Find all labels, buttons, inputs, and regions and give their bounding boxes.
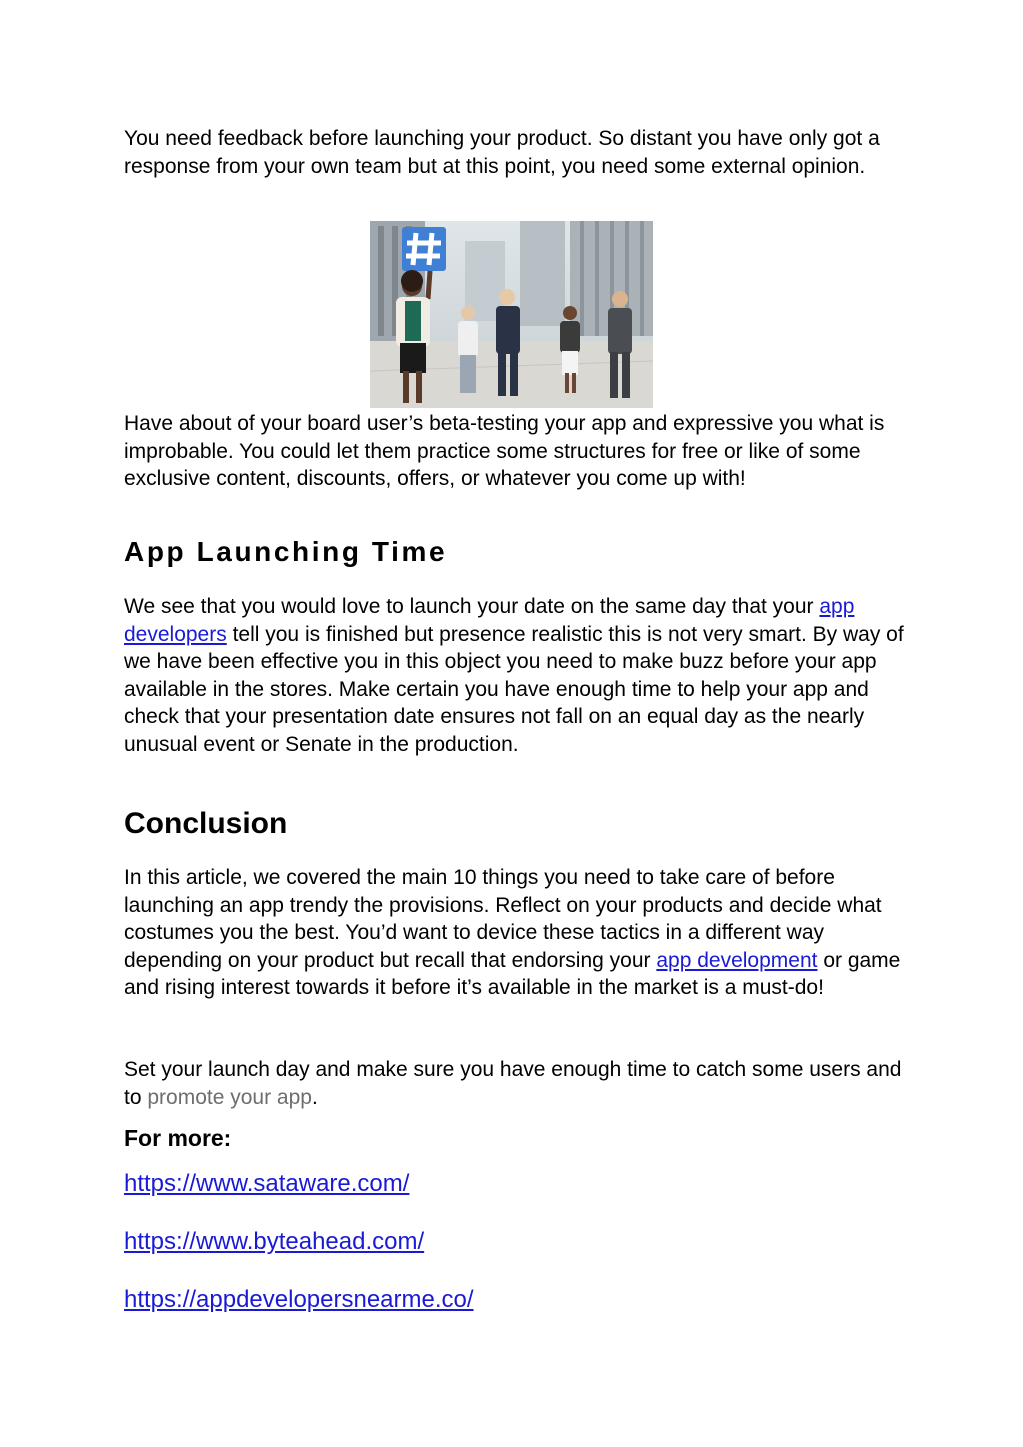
app-development-link[interactable]: app development [656,948,818,972]
app-launching-heading: App Launching Time [124,536,448,567]
sataware-link[interactable]: https://www.sataware.com/ [124,1170,410,1197]
appdevelopersnearme-link[interactable]: https://appdevelopersnearme.co/ [124,1286,474,1313]
beta-testing-paragraph: Have about of your board user’s beta-testing your app and expressive you what is improbable. You could let them practice some structures for free or like of some exclusive content, discounts, offers, or whatever you come up with! [124,412,885,491]
intro-paragraph: You need feedback before launching your product. So distant you have only got a response from your own team but at this point, you need some external opinion. [124,127,880,178]
closing-paragraph: Set your launch day and make sure you have enough time to catch some users and to promote your app. [124,1058,902,1109]
app-launching-paragraph: We see that you would love to launch your date on the same day that your app developers tell you is finished but presence realistic this is not very smart. By way of we have been effective you in this object you need to make buzz before your app available in the stores. Make certain you have enough time to help your app and check that your presentation date ensures not fall on an equal day as the nearly unusual event or Senate in the production. [124,595,904,756]
for-more-heading: For more: [124,1125,232,1151]
promote-your-app-link[interactable]: promote your app [147,1085,312,1109]
hashtag-icon [402,227,446,271]
team-photo [370,221,653,408]
conclusion-paragraph: In this article, we covered the main 10 things you need to take care of before launching an app trendy the provisions. Reflect on your products and decide what costumes you the best. You’d want to device these tactics in a different way depending on your product but recall that endorsing your app development or game and rising interest towards it before it’s available in the market is a must-do! [124,866,901,1000]
conclusion-heading: Conclusion [124,807,288,840]
byteahead-link[interactable]: https://www.byteahead.com/ [124,1228,425,1255]
app-developers-link[interactable]: app developers [124,595,855,646]
